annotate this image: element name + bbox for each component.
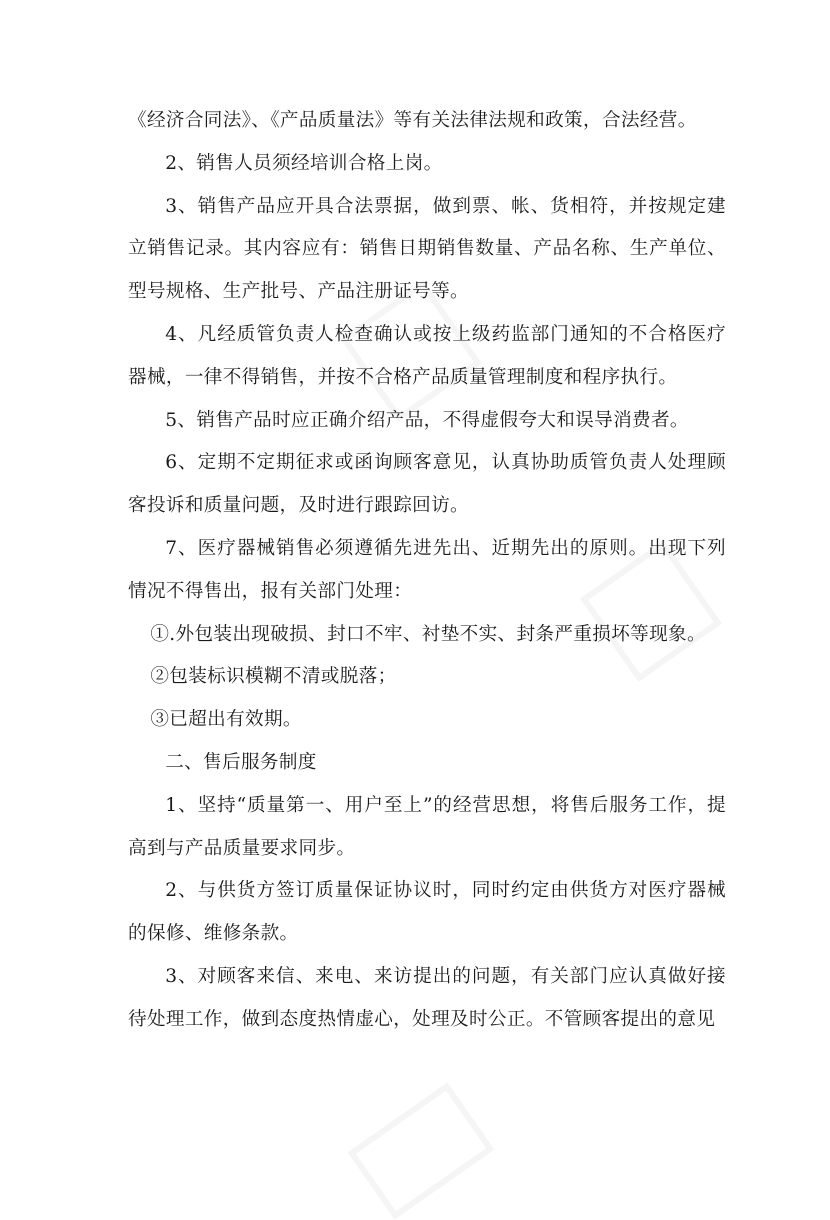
- section-heading: 二、售后服务制度: [165, 751, 317, 773]
- paragraph: 4、凡经质管负责人检查确认或按上级药监部门通知的不合格医疗器械，一律不得销售，并按不合格产品质量管理制度和程序执行。: [128, 323, 726, 388]
- paragraph: 7、医疗器械销售必须遵循先进先出、近期先出的原则。出现下列情况不得售出，报有关部门处理：: [128, 537, 726, 602]
- paragraph: 1、坚持“质量第一、用户至上”的经营思想，将售后服务工作，提高到与产品质量要求同步。: [128, 794, 726, 859]
- paragraph: 3、对顾客来信、来电、来访提出的问题，有关部门应认真做好接待处理工作，做到态度热情虚心，处理及时公正。不管顾客提出的意见: [128, 965, 726, 1030]
- paragraph: 6、定期不定期征求或函询顾客意见，认真协助质管负责人处理顾客投诉和质量问题，及时进行跟踪回访。: [128, 452, 726, 517]
- paragraph: 5、销售产品时应正确介绍产品，不得虚假夸大和误导消费者。: [165, 409, 689, 431]
- list-item: ②包装标识模糊不清或脱落；: [150, 666, 397, 688]
- list-item: ③已超出有效期。: [150, 709, 302, 731]
- list-item: ①.外包装出现破损、封口不牢、衬垫不实、封条严重损坏等现象。: [150, 623, 706, 645]
- paragraph: 2、销售人员须经培训合格上岗。: [165, 152, 443, 174]
- document-body: [128, 100, 726, 1042]
- watermark-mark: [348, 1082, 495, 1219]
- paragraph: 2、与供货方签订质量保证协议时，同时约定由供货方对医疗器械的保修、维修条款。: [128, 880, 726, 945]
- paragraph: 3、销售产品应开具合法票据，做到票、帐、货相符，并按规定建立销售记录。其内容应有：销售日期销售数量、产品名称、生产单位、型号规格、生产批号、产品注册证号等。: [128, 195, 726, 303]
- paragraph: 《经济合同法》、《产品质量法》等有关法律法规和政策，合法经营。: [128, 110, 697, 131]
